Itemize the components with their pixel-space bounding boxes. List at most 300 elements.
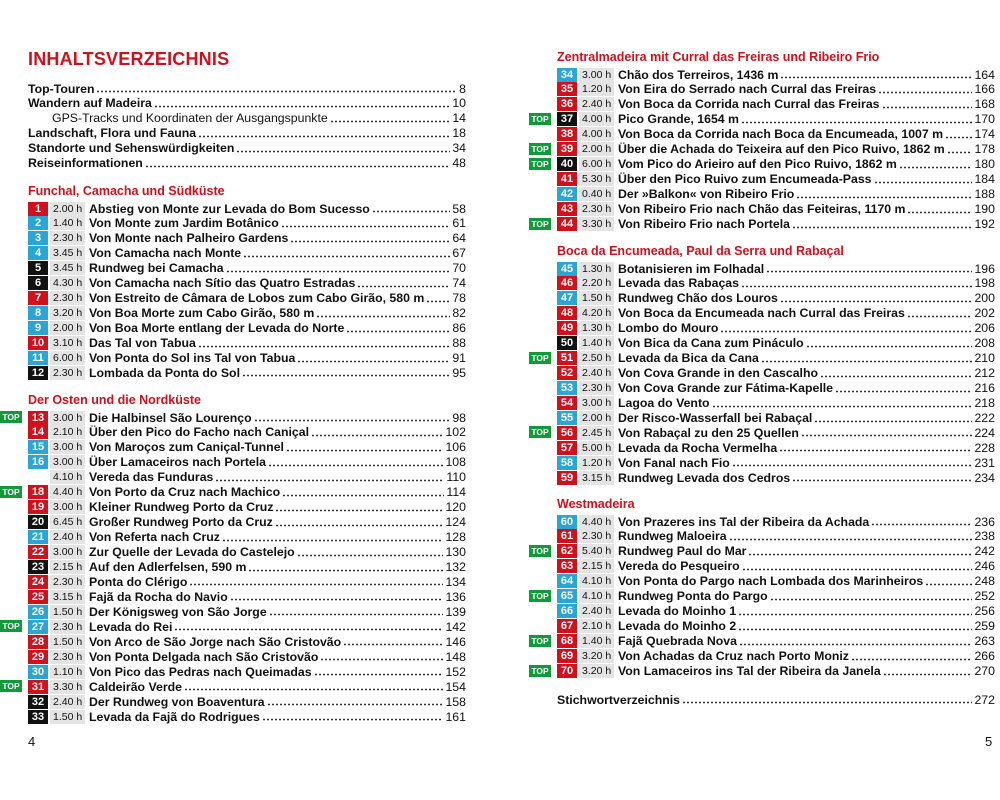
route-number-badge: 49	[557, 321, 577, 335]
dot-leader	[925, 575, 972, 586]
route-entry	[28, 455, 466, 470]
entry-page: 10	[452, 96, 466, 111]
route-duration: 2.20 h	[579, 276, 614, 290]
route-duration: 4.30 h	[50, 276, 85, 290]
route-number-badge: 11	[28, 351, 48, 365]
route-page: 196	[974, 261, 995, 276]
route-title: Levada da Rocha Vermelha	[618, 440, 778, 455]
route-page: 78	[452, 291, 466, 306]
route-number-badge: 18	[28, 485, 48, 499]
route-title: Levada das Rabaças	[618, 276, 739, 291]
route-number-badge: 33	[28, 710, 48, 724]
route-entry	[531, 425, 995, 440]
route-page: 224	[974, 425, 995, 440]
route-number-badge: 62	[557, 544, 577, 558]
dot-leader	[346, 322, 450, 333]
route-number-badge: 43	[557, 202, 577, 216]
route-duration: 1.50 h	[50, 635, 85, 649]
route-number-badge: 20	[28, 515, 48, 529]
route-page: 252	[974, 589, 995, 604]
route-entry	[557, 321, 995, 336]
route-number-badge: 10	[28, 336, 48, 350]
dot-leader	[732, 456, 973, 467]
route-page: 91	[452, 351, 466, 365]
route-page: 139	[445, 604, 466, 619]
route-duration: 1.20 h	[579, 456, 614, 470]
route-title: Von Maroços zum Caniçal-Tunnel	[89, 440, 284, 455]
route-entry	[557, 440, 995, 455]
dot-leader	[835, 382, 972, 393]
route-page: 174	[974, 127, 995, 142]
route-page: 212	[974, 366, 995, 381]
route-page: 180	[974, 157, 995, 172]
route-entry	[2, 679, 466, 694]
section-heading: Der Osten und die Nordküste	[28, 393, 201, 407]
dot-leader	[945, 128, 972, 139]
entry-title: Top-Touren	[28, 81, 95, 96]
route-duration: 0.40 h	[579, 187, 614, 201]
route-duration: 4.20 h	[579, 306, 614, 320]
route-entry	[28, 634, 466, 649]
dot-leader	[766, 262, 972, 273]
route-page: 58	[452, 201, 466, 216]
dot-leader	[275, 516, 444, 527]
route-duration: 2.30 h	[50, 366, 85, 380]
route-number-badge: 59	[557, 471, 577, 485]
dot-leader	[741, 113, 972, 124]
route-number-badge: 58	[557, 456, 577, 470]
route-title: Großer Rundweg Porto da Cruz	[89, 515, 273, 530]
route-entry	[557, 291, 995, 306]
dot-leader	[242, 366, 450, 377]
route-title: Vom Pico do Arieiro auf den Pico Ruivo, 1862 m	[618, 157, 897, 172]
route-page: 102	[445, 425, 466, 440]
route-page: 98	[452, 410, 466, 425]
top-badge: TOP	[529, 158, 551, 170]
route-duration: 2.30 h	[50, 650, 85, 664]
entry-title: GPS-Tracks und Koordinaten der Ausgangspunkte	[52, 111, 328, 126]
route-page: 70	[452, 261, 466, 276]
dot-leader	[96, 82, 457, 93]
route-duration: 2.30 h	[50, 620, 85, 634]
dot-leader	[792, 471, 972, 482]
route-number-badge: 41	[557, 172, 577, 186]
dot-leader	[290, 232, 450, 243]
route-entry	[2, 619, 466, 634]
route-title: Über die Achada do Teixeira auf den Pico Ruivo, 1862 m	[618, 142, 945, 157]
route-number-badge: 57	[557, 441, 577, 455]
route-title: Lagoa do Vento	[618, 396, 710, 411]
route-number-badge: 45	[557, 262, 577, 276]
route-duration: 1.50 h	[579, 291, 614, 305]
section-heading: Westmadeira	[557, 497, 635, 511]
route-title: Der »Balkon« von Ribeiro Frio	[618, 187, 795, 202]
route-number-badge: 69	[557, 649, 577, 663]
dot-leader	[357, 277, 450, 288]
route-duration: 3.30 h	[579, 217, 614, 231]
route-entry	[557, 455, 995, 470]
route-number-badge: 56	[557, 426, 577, 440]
route-page: 124	[445, 515, 466, 530]
route-page: 222	[974, 411, 995, 425]
route-title: Von Achadas da Cruz nach Porto Moniz	[618, 649, 849, 664]
dot-leader	[226, 262, 451, 273]
top-badge: TOP	[529, 635, 551, 647]
route-duration: 2.40 h	[579, 604, 614, 618]
route-page: 130	[445, 545, 466, 560]
route-entry	[557, 202, 995, 217]
route-page: 64	[452, 231, 466, 246]
route-entry	[28, 545, 466, 560]
route-number-badge: 14	[28, 425, 48, 439]
dot-leader	[174, 620, 443, 631]
route-title: Von Eira do Serrado nach Curral das Freiras	[618, 82, 877, 97]
route-page: 184	[974, 172, 995, 187]
route-entry	[28, 649, 466, 664]
route-duration: 2.15 h	[579, 559, 614, 573]
dot-leader	[780, 292, 973, 303]
route-entry	[557, 649, 995, 664]
route-number-badge: 64	[557, 574, 577, 588]
route-duration: 3.20 h	[579, 649, 614, 663]
route-title: Über Lamaceiros nach Portela	[89, 455, 267, 470]
dot-leader	[770, 590, 973, 601]
dot-leader	[874, 173, 973, 184]
route-entry	[28, 440, 466, 455]
entry-title: Reiseinformationen	[28, 156, 143, 171]
route-title: Ponta do Clérigo	[89, 574, 188, 589]
route-page: 248	[974, 574, 995, 589]
route-number-badge: 44	[557, 217, 577, 231]
route-page: 132	[445, 560, 466, 574]
route-entry	[28, 694, 466, 709]
route-title: Der Rundweg von Boaventura	[89, 694, 265, 709]
route-number-badge: 27	[28, 620, 48, 634]
route-number-badge: 13	[28, 411, 48, 425]
route-duration: 2.30 h	[579, 202, 614, 216]
route-entry	[531, 112, 995, 127]
dot-leader	[738, 605, 972, 616]
route-page: 238	[974, 529, 995, 544]
dot-leader	[372, 202, 450, 213]
route-number-badge: 21	[28, 530, 48, 544]
route-entry	[557, 514, 995, 529]
dot-leader	[851, 650, 973, 661]
route-duration: 1.40 h	[579, 634, 614, 648]
route-page: 142	[445, 619, 466, 634]
route-duration: 1.30 h	[579, 262, 614, 276]
route-title: Von Rabaçal zu den 25 Quellen	[618, 425, 799, 440]
route-number-badge: 12	[28, 366, 48, 380]
route-entry	[557, 559, 995, 574]
dot-leader	[712, 397, 973, 408]
dot-leader	[801, 426, 973, 437]
route-page: 61	[452, 216, 466, 231]
route-entry	[557, 127, 995, 142]
route-number-badge: 42	[557, 187, 577, 201]
route-duration: 2.40 h	[50, 530, 85, 544]
route-number-badge: 6	[28, 276, 48, 290]
route-entry	[557, 604, 995, 619]
entry-page: 8	[459, 81, 466, 96]
route-page: 266	[974, 649, 995, 664]
route-page: 108	[445, 455, 466, 470]
route-entry	[531, 664, 995, 679]
dot-leader	[198, 337, 450, 348]
route-entry	[557, 574, 995, 589]
dot-leader	[738, 620, 972, 631]
dot-leader	[145, 157, 451, 168]
route-title: Levada da Fajã do Rodrigues	[89, 709, 260, 724]
route-entry	[28, 246, 466, 261]
dot-leader	[268, 456, 443, 467]
route-page: 161	[445, 709, 466, 724]
dot-leader	[222, 531, 444, 542]
dot-leader	[184, 680, 444, 691]
section-heading: Zentralmadeira mit Curral das Freiras und Ribeiro Frio	[557, 50, 880, 64]
dot-leader	[330, 112, 451, 123]
route-duration: 2.30 h	[579, 381, 614, 395]
route-duration: 5.00 h	[579, 441, 614, 455]
route-number-badge: 38	[557, 127, 577, 141]
route-title: Von Arco de São Jorge nach São Cristovão	[89, 634, 342, 649]
route-number-badge: 55	[557, 411, 577, 425]
route-entry	[28, 589, 466, 604]
route-title: Vereda das Funduras	[89, 470, 214, 485]
route-title: Pico Grande, 1654 m	[618, 112, 739, 127]
dot-leader	[720, 322, 972, 333]
route-title: Rundweg Ponta do Pargo	[618, 589, 768, 604]
entry-page: 14	[452, 111, 466, 126]
route-page: 95	[452, 365, 466, 380]
route-duration: 2.30 h	[50, 291, 85, 305]
route-duration: 1.50 h	[50, 605, 85, 619]
top-badge: TOP	[529, 218, 551, 230]
route-number-badge: 48	[557, 306, 577, 320]
route-duration: 1.40 h	[579, 336, 614, 350]
dot-leader	[267, 695, 444, 706]
dot-leader	[742, 560, 973, 571]
dot-leader	[230, 590, 444, 601]
route-page: 166	[974, 82, 995, 97]
route-page: 246	[974, 559, 995, 574]
dot-leader	[320, 650, 443, 661]
route-page: 148	[445, 649, 466, 664]
route-number-badge: 46	[557, 276, 577, 290]
toc-entry	[28, 81, 466, 96]
dot-leader	[297, 352, 450, 363]
route-number-badge: 23	[28, 560, 48, 574]
route-entry	[28, 321, 466, 336]
route-title: Von Estreito de Câmara de Lobos zum Cabo Girão, 580 m	[89, 291, 425, 306]
route-page: 106	[445, 440, 466, 455]
route-page: 208	[974, 336, 995, 351]
route-title: Von Cova Grande in den Cascalho	[618, 366, 818, 381]
route-title: Von Cova Grande zur Fátima-Kapelle	[618, 381, 834, 396]
route-entry	[28, 560, 466, 575]
dot-leader	[682, 693, 972, 704]
route-number-badge: 61	[557, 529, 577, 543]
route-duration: 5.40 h	[579, 544, 614, 558]
route-title: Von Ponta do Sol ins Tal von Tabua	[89, 351, 296, 365]
route-title: Die Halbinsel São Lourenço	[89, 410, 252, 425]
route-number-badge	[28, 470, 48, 484]
route-number-badge: 28	[28, 635, 48, 649]
top-badge: TOP	[0, 486, 22, 498]
route-title: Rundweg Chão dos Louros	[618, 291, 778, 306]
dot-leader	[343, 635, 443, 646]
route-number-badge: 31	[28, 680, 48, 694]
dot-leader	[748, 545, 972, 556]
route-page: 120	[445, 500, 466, 515]
route-page: 256	[974, 604, 995, 619]
index-row	[557, 692, 995, 707]
route-number-badge: 16	[28, 455, 48, 469]
route-duration: 5.30 h	[579, 172, 614, 186]
route-title: Lombo do Mouro	[618, 321, 719, 336]
route-entry	[2, 485, 466, 500]
route-number-badge: 9	[28, 321, 48, 335]
index-page: 272	[974, 692, 995, 707]
route-entry	[557, 187, 995, 202]
route-number-badge: 29	[28, 650, 48, 664]
route-title: Zur Quelle der Levada do Castelejo	[89, 545, 295, 560]
route-page: 242	[974, 544, 995, 559]
route-duration: 2.30 h	[50, 575, 85, 589]
route-duration: 4.40 h	[50, 485, 85, 499]
route-page: 152	[445, 664, 466, 679]
route-title: Kleiner Rundweg Porto da Cruz	[89, 500, 274, 515]
route-entry	[28, 216, 466, 231]
toc-title: INHALTSVERZEICHNIS	[28, 49, 230, 69]
route-page: 202	[974, 306, 995, 321]
dot-leader	[269, 605, 444, 616]
dot-leader	[820, 367, 972, 378]
route-duration: 2.40 h	[579, 97, 614, 111]
route-number-badge: 15	[28, 440, 48, 454]
route-title: Rundweg Levada dos Cedros	[618, 470, 791, 485]
route-duration: 2.00 h	[579, 142, 614, 156]
top-badge: TOP	[529, 352, 551, 364]
route-entry	[557, 82, 995, 97]
route-entry	[531, 157, 995, 172]
route-page: 86	[452, 321, 466, 336]
route-title: Von Bica da Cana zum Pináculo	[618, 336, 804, 351]
dot-leader	[248, 561, 443, 572]
dot-leader	[780, 68, 972, 79]
route-page: 188	[974, 187, 995, 202]
route-title: Von Ribeiro Frio nach Portela	[618, 217, 790, 231]
route-title: Von Pico das Pedras nach Queimadas	[89, 664, 312, 679]
route-title: Der Königsweg von São Jorge	[89, 604, 267, 619]
route-page: 231	[974, 455, 995, 470]
route-entry	[28, 515, 466, 530]
dot-leader	[878, 83, 972, 94]
route-number-badge: 2	[28, 216, 48, 230]
toc-entry	[28, 156, 466, 171]
route-title: Von Ribeiro Frio nach Chão das Feiteiras, 1170 m	[618, 202, 906, 217]
top-badge: TOP	[529, 545, 551, 557]
route-title: Fajã Quebrada Nova	[618, 634, 737, 649]
route-title: Von Fanal nach Fio	[618, 455, 730, 470]
route-entry	[557, 470, 995, 485]
route-duration: 1.50 h	[50, 710, 85, 724]
route-number-badge: 36	[557, 97, 577, 111]
route-duration: 2.00 h	[50, 202, 85, 216]
route-number-badge: 47	[557, 291, 577, 305]
route-duration: 4.00 h	[579, 127, 614, 141]
route-duration: 3.00 h	[50, 411, 85, 425]
route-title: Von Monte zum Jardim Botânico	[89, 216, 279, 231]
route-entry	[28, 351, 466, 366]
dot-leader	[314, 665, 444, 676]
route-title: Über den Pico do Facho nach Caniçal	[89, 425, 310, 440]
route-duration: 6.00 h	[579, 157, 614, 171]
route-page: 178	[974, 142, 995, 157]
route-page: 170	[974, 112, 995, 127]
dot-leader	[189, 575, 443, 586]
route-title: Über den Pico Ruivo zum Encumeada-Pass	[618, 172, 872, 187]
dot-leader	[814, 412, 972, 423]
route-entry	[557, 276, 995, 291]
route-entry	[557, 381, 995, 396]
route-duration: 3.00 h	[50, 500, 85, 514]
top-badge: TOP	[0, 680, 22, 692]
route-page: 210	[974, 351, 995, 366]
route-number-badge: 35	[557, 82, 577, 96]
route-page: 270	[974, 664, 995, 678]
route-number-badge: 66	[557, 604, 577, 618]
route-title: Von Monte nach Palheiro Gardens	[89, 231, 289, 246]
route-number-badge: 1	[28, 202, 48, 216]
route-title: Levada da Bica da Cana	[618, 351, 759, 366]
route-duration: 4.40 h	[579, 515, 614, 529]
route-number-badge: 65	[557, 589, 577, 603]
route-number-badge: 7	[28, 291, 48, 305]
route-duration: 3.15 h	[579, 471, 614, 485]
route-page: 128	[445, 530, 466, 545]
route-number-badge: 39	[557, 142, 577, 156]
route-title: Von Camacha nach Sítio das Quatro Estradas	[89, 276, 356, 291]
dot-leader	[871, 515, 972, 526]
route-entry	[531, 589, 995, 604]
route-duration: 3.45 h	[50, 261, 85, 275]
route-number-badge: 5	[28, 261, 48, 275]
route-entry	[531, 634, 995, 649]
route-page: 158	[445, 694, 466, 709]
route-page: 154	[445, 679, 466, 694]
route-number-badge: 52	[557, 366, 577, 380]
route-page: 198	[974, 276, 995, 291]
top-badge: TOP	[0, 411, 22, 423]
route-duration: 2.45 h	[579, 426, 614, 440]
route-entry	[28, 709, 466, 724]
route-title: Von Boca da Corrida nach Boca da Encumeada, 1007 m	[618, 127, 944, 142]
page-number-left: 4	[28, 734, 36, 749]
route-duration: 3.20 h	[50, 306, 85, 320]
route-duration: 2.10 h	[579, 619, 614, 633]
route-page: 192	[974, 217, 995, 231]
route-title: Levada do Rei	[89, 619, 173, 634]
route-entry	[531, 217, 995, 232]
route-entry	[28, 470, 466, 485]
route-duration: 2.30 h	[579, 529, 614, 543]
top-badge: TOP	[529, 113, 551, 125]
route-entry	[557, 396, 995, 411]
route-duration: 4.10 h	[579, 574, 614, 588]
route-duration: 3.10 h	[50, 336, 85, 350]
dot-leader	[899, 158, 973, 169]
